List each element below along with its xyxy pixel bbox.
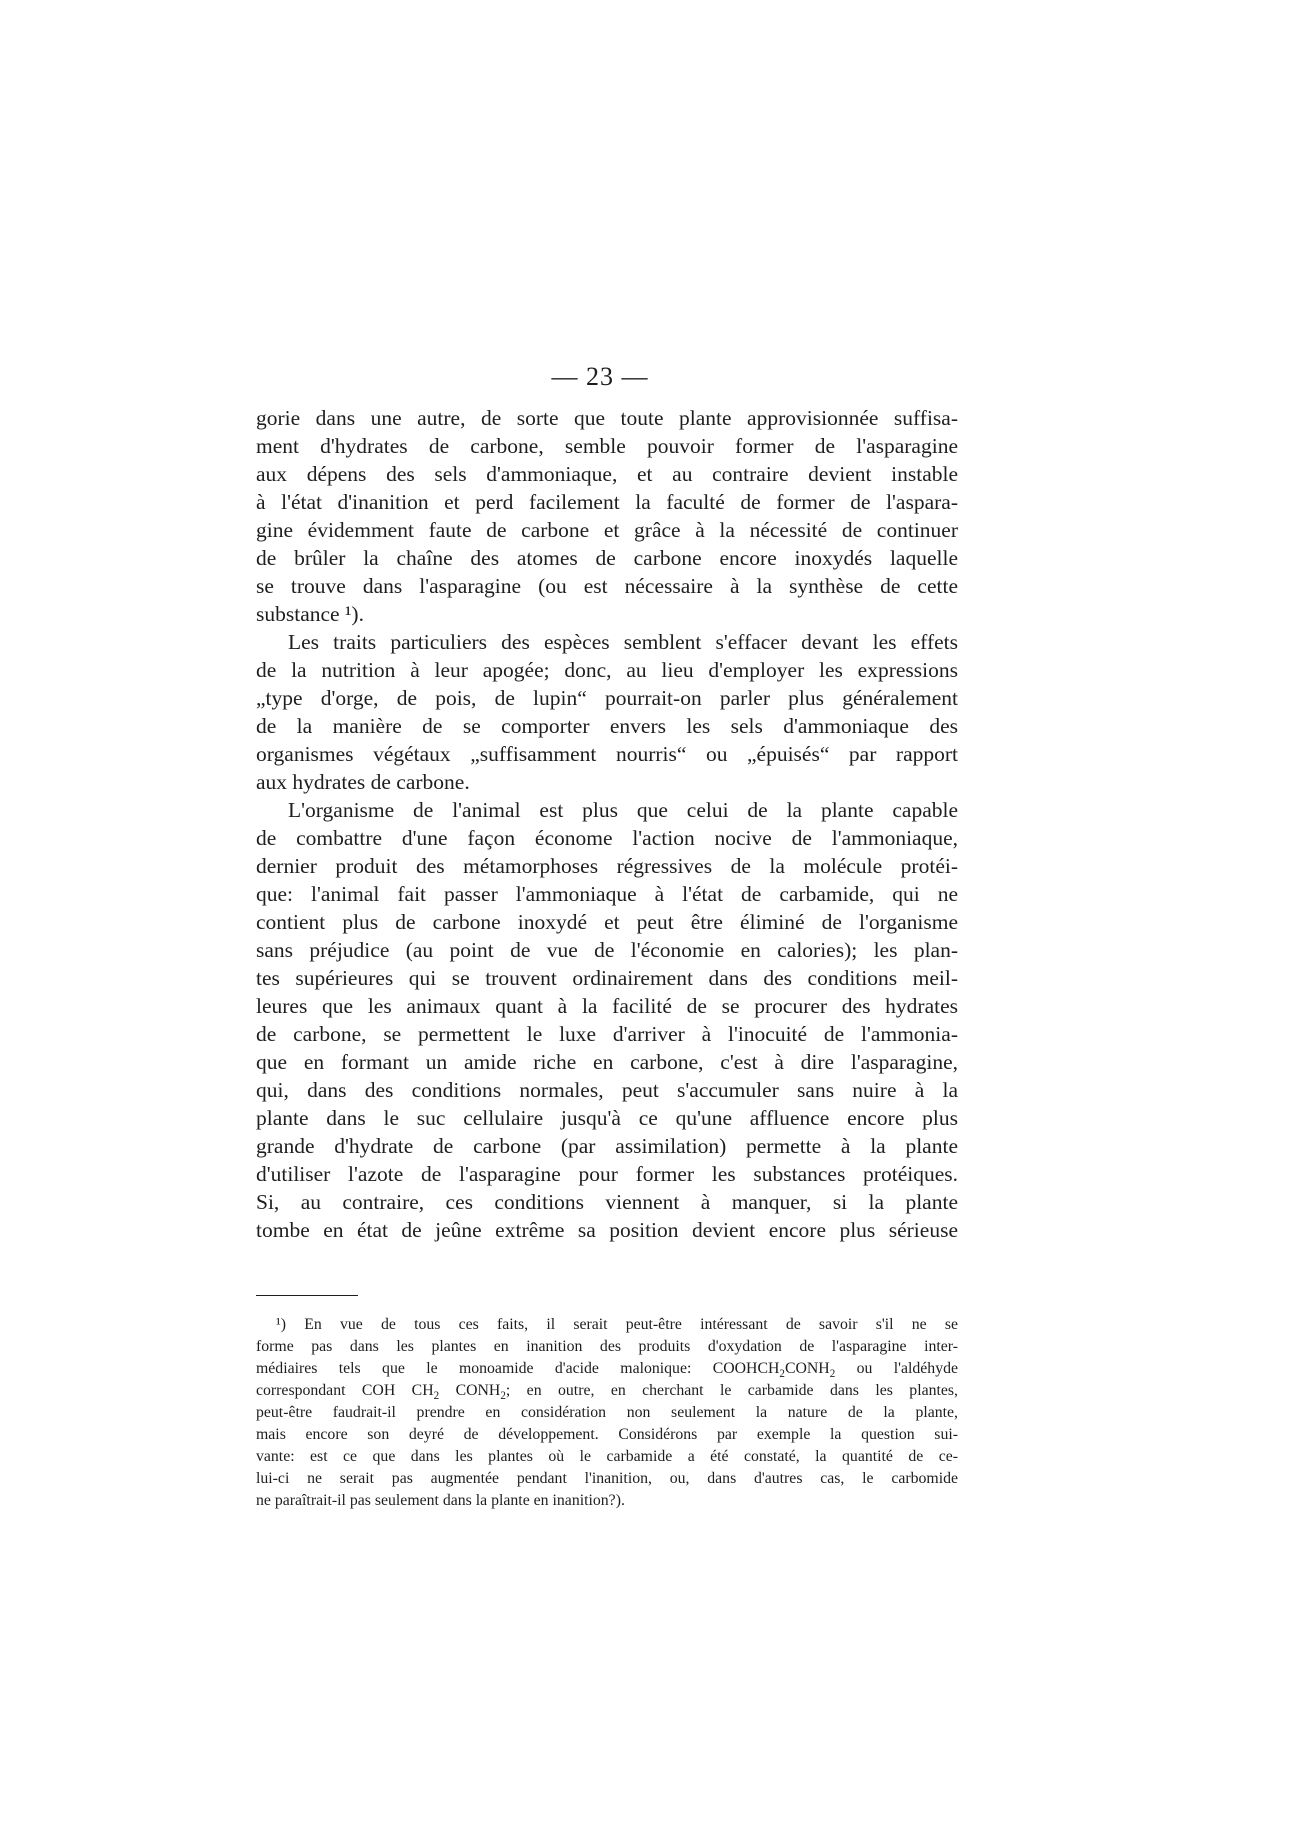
footnote-line: forme pas dans les plantes en inanition des produits d'oxydation de l'asparagine inter- <box>256 1338 958 1355</box>
subscript: 2 <box>500 1390 506 1403</box>
text-line: de carbone, se permettent le luxe d'arriver à l'inocuité de l'ammonia- <box>256 1022 958 1046</box>
text-line: organismes végétaux „suffisamment nourris“ ou „épuisés“ par rapport <box>256 742 958 766</box>
text-line: tes supérieures qui se trouvent ordinairement dans des conditions meil- <box>256 966 958 990</box>
text-line: L'organisme de l'animal est plus que celui de la plante capable <box>288 798 958 822</box>
text-line: tombe en état de jeûne extrême sa position devient encore plus sérieuse <box>256 1218 958 1242</box>
footnote-text: médiaires tels que le monoamide d'acide malonique: COOHCH <box>256 1360 780 1377</box>
footnote-text: ou l'aldéhyde <box>835 1360 958 1377</box>
footnote-line: peut-être faudrait-il prendre en considération non seulement la nature de la plante, <box>256 1404 958 1421</box>
text-line: grande d'hydrate de carbone (par assimilation) permette à la plante <box>256 1134 958 1158</box>
text-line: dernier produit des métamorphoses régressives de la molécule protéi- <box>256 854 958 878</box>
text-line: ment d'hydrates de carbone, semble pouvoir former de l'asparagine <box>256 434 958 458</box>
text-line: de brûler la chaîne des atomes de carbone encore inoxydés laquelle <box>256 546 958 570</box>
text-line: Les traits particuliers des espèces semblent s'effacer devant les effets <box>288 630 958 654</box>
text-line: se trouve dans l'asparagine (ou est nécessaire à la synthèse de cette <box>256 574 958 598</box>
text-line: que: l'animal fait passer l'ammoniaque à l'état de carbamide, qui ne <box>256 882 958 906</box>
subscript: 2 <box>779 1368 785 1381</box>
footnote-line: ne paraîtrait-il pas seulement dans la plante en inanition?). <box>256 1492 625 1509</box>
text-line: qui, dans des conditions normales, peut s'accumuler sans nuire à la <box>256 1078 958 1102</box>
text-line: de la manière de se comporter envers les sels d'ammoniaque des <box>256 714 958 738</box>
subscript: 2 <box>433 1390 440 1403</box>
text-line: aux hydrates de carbone. <box>256 770 470 794</box>
footnote <box>256 1314 958 1512</box>
text-line: „type d'orge, de pois, de lupin“ pourrait-on parler plus généralement <box>256 686 958 710</box>
text-line: Si, au contraire, ces conditions viennent à manquer, si la plante <box>256 1190 958 1214</box>
footnote-text: CONH <box>784 1360 830 1377</box>
footnote-text: CONH <box>439 1382 501 1399</box>
footnote-text: ; en outre, en cherchant le carbamide dans les plantes, <box>505 1382 958 1399</box>
footnote-line: vante: est ce que dans les plantes où le carbamide a été constaté, la quantité de ce- <box>256 1448 958 1465</box>
subscript: 2 <box>829 1368 836 1381</box>
text-line: plante dans le suc cellulaire jusqu'à ce qu'une affluence encore plus <box>256 1106 958 1130</box>
text-line: à l'état d'inanition et perd facilement la faculté de former de l'aspara- <box>256 490 958 514</box>
body-text <box>256 404 958 1244</box>
footnote-text: correspondant COH CH <box>256 1382 434 1399</box>
footnote-line <box>256 1358 958 1380</box>
text-line: gine évidemment faute de carbone et grâce à la nécessité de continuer <box>256 518 958 542</box>
text-line: que en formant un amide riche en carbone, c'est à dire l'asparagine, <box>256 1050 958 1074</box>
text-line: de la nutrition à leur apogée; donc, au lieu d'employer les expressions <box>256 658 958 682</box>
text-line: aux dépens des sels d'ammoniaque, et au contraire devient instable <box>256 462 958 486</box>
text-line: substance ¹). <box>256 602 364 626</box>
footnote-line <box>256 1380 958 1402</box>
footnote-line: mais encore son deyré de développement. Considérons par exemple la question sui- <box>256 1426 958 1443</box>
text-line: d'utiliser l'azote de l'asparagine pour former les substances protéiques. <box>256 1162 958 1186</box>
text-line: sans préjudice (au point de vue de l'économie en calories); les plan- <box>256 938 958 962</box>
footnote-divider <box>256 1295 358 1296</box>
text-line: contient plus de carbone inoxydé et peut être éliminé de l'organisme <box>256 910 958 934</box>
text-line: gorie dans une autre, de sorte que toute plante approvisionnée suffisa- <box>256 406 958 430</box>
text-line: leures que les animaux quant à la facilité de se procurer des hydrates <box>256 994 958 1018</box>
footnote-line: ¹) En vue de tous ces faits, il serait peut-être intéressant de savoir s'il ne se <box>276 1316 958 1333</box>
page-number: — 23 — <box>551 362 649 391</box>
footnote-line: lui-ci ne serait pas augmentée pendant l'inanition, ou, dans d'autres cas, le carbomide <box>256 1470 958 1487</box>
text-line: de combattre d'une façon économe l'action nocive de l'ammoniaque, <box>256 826 958 850</box>
